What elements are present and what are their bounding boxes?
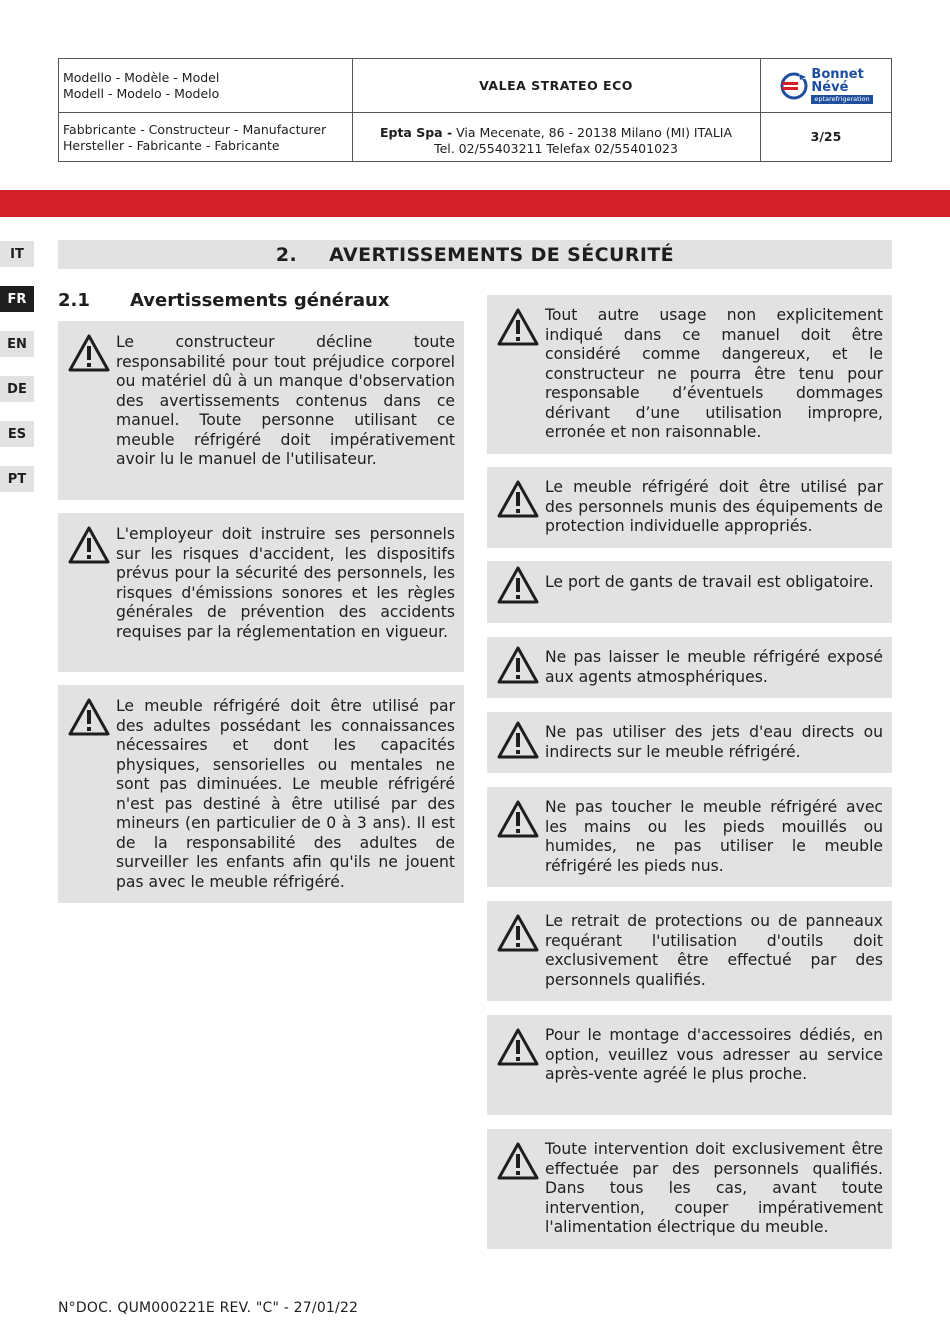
subsection-title-text: Avertissements généraux xyxy=(130,290,390,311)
phone-text: Tel. 02/55403211 Telefax 02/55401023 xyxy=(434,141,678,156)
language-tab-it[interactable]: IT xyxy=(0,241,34,267)
warning-triangle-icon xyxy=(496,720,540,760)
warning-box xyxy=(487,467,892,548)
warning-text: Ne pas utiliser des jets d'eau directs ou indirects sur le meuble réfrigéré. xyxy=(545,723,883,761)
model-label-line: Modell - Modelo - Modelo xyxy=(63,86,220,101)
warning-box xyxy=(487,637,892,698)
brand-logo xyxy=(761,59,891,112)
address-text: Via Mecenate, 86 - 20138 Milano (MI) ITALIA xyxy=(456,125,733,140)
warning-triangle-icon xyxy=(496,307,540,347)
warning-box xyxy=(58,321,464,500)
warning-triangle-icon xyxy=(67,525,111,565)
warning-text: Le constructeur décline toute responsabilité pour tout préjudice corporel ou matériel dû à un manque d'observation des avertissements contenus dans ce manuel. Toute personne utilisant ce meuble réfrigéré doit impérativement avoir lu le manuel de l'utilisateur. xyxy=(116,333,455,468)
manufacturer-label-line: Hersteller - Fabricante - Fabricante xyxy=(63,138,280,153)
warning-text: Pour le montage d'accessoires dédiés, en option, veuillez vous adresser au service après-vente agréé le plus proche. xyxy=(545,1026,883,1083)
language-tab-de[interactable]: DE xyxy=(0,376,34,402)
warning-box xyxy=(487,295,892,454)
manufacturer-address xyxy=(353,125,759,157)
warning-text: Le retrait de protections ou de panneaux requérant l'utilisation d'outils doit exclusivement être effectué par des personnels qualifiés. xyxy=(545,912,883,989)
warning-box xyxy=(487,787,892,887)
document-header xyxy=(58,58,892,162)
subsection-number: 2.1 xyxy=(58,290,90,311)
language-tab-en[interactable]: EN xyxy=(0,331,34,357)
logo-text-bonnet: Bonnet xyxy=(811,66,864,82)
warning-box xyxy=(487,561,892,623)
warning-text: Le meuble réfrigéré doit être utilisé par des adultes possédant les connaissances nécessaires et dont les capacités physiques, sensorielles ou mentales ne sont pas diminuées. Le meuble réfrigéré n'est pas destiné à être utilisé par des mineurs (en particulier de 0 à 3 ans). Il est de la responsabilité des adultes de surveiller les enfants afin qu'ils ne jouent pas avec le meuble réfrigéré. xyxy=(116,697,455,891)
section-title-text: AVERTISSEMENTS DE SÉCURITÉ xyxy=(329,243,675,266)
warning-box xyxy=(487,901,892,1001)
warning-triangle-icon xyxy=(67,697,111,737)
language-tab-pt[interactable]: PT xyxy=(0,466,34,492)
warning-box xyxy=(487,1129,892,1249)
product-title: VALEA STRATEO ECO xyxy=(479,77,633,93)
warning-text: Le meuble réfrigéré doit être utilisé par des personnels munis des équipements de protection individuelle appropriés. xyxy=(545,478,883,535)
warning-box xyxy=(58,685,464,903)
warning-text: L'employeur doit instruire ses personnels sur les risques d'accident, les dispositifs prévus pour la sécurité des personnels, les risques d'émissions sonores et les règles générales de prévention des accidents requises par la réglementation en vigueur. xyxy=(116,525,455,641)
section-title xyxy=(58,240,892,269)
warning-triangle-icon xyxy=(67,333,111,373)
warning-text: Ne pas toucher le meuble réfrigéré avec les mains ou les pieds mouillés ou humides, ne pas utiliser le meuble réfrigéré les pieds nus. xyxy=(545,798,883,875)
model-label xyxy=(63,70,348,102)
warning-text: Toute intervention doit exclusivement être effectuée par des personnels qualifiés. Dans tous les cas, avant toute intervention, couper impérativement l'alimentation électrique du meuble. xyxy=(545,1140,883,1236)
warning-text: Ne pas laisser le meuble réfrigéré exposé aux agents atmosphériques. xyxy=(545,648,883,686)
subsection-title xyxy=(58,290,389,311)
warning-triangle-icon xyxy=(496,645,540,685)
model-label-line: Modello - Modèle - Model xyxy=(63,70,220,85)
language-tab-fr[interactable]: FR xyxy=(0,286,34,312)
logo-text-neve: Névé xyxy=(811,79,849,95)
warning-text: Tout autre usage non explicitement indiqué dans ce manuel doit être considéré comme dangereux, et le constructeur ne pourra être tenu pour responsable d’éventuels dommages dérivant d’une utilisation impropre, erronée et non raisonnable. xyxy=(545,306,883,441)
warning-triangle-icon xyxy=(496,565,540,605)
warning-triangle-icon xyxy=(496,1027,540,1067)
language-tab-es[interactable]: ES xyxy=(0,421,34,447)
warning-triangle-icon xyxy=(496,913,540,953)
page-number: 3/25 xyxy=(810,129,842,144)
warning-triangle-icon xyxy=(496,799,540,839)
accent-bar xyxy=(0,190,950,217)
warning-box xyxy=(58,513,464,672)
manufacturer-label xyxy=(63,122,348,154)
manufacturer-label-line: Fabbricante - Constructeur - Manufacturer xyxy=(63,122,327,137)
warning-text: Le port de gants de travail est obligatoire. xyxy=(545,573,874,591)
logo-text-epta: eptarefrigeration xyxy=(811,95,872,104)
warning-box xyxy=(487,1015,892,1115)
section-number: 2. xyxy=(275,243,298,266)
globe-logo-icon xyxy=(779,71,809,101)
warning-triangle-icon xyxy=(496,479,540,519)
warning-box xyxy=(487,712,892,773)
warning-triangle-icon xyxy=(496,1141,540,1181)
company-name: Epta Spa - xyxy=(379,125,453,140)
document-number: N°DOC. QUM000221E REV. "C" - 27/01/22 xyxy=(58,1300,359,1316)
